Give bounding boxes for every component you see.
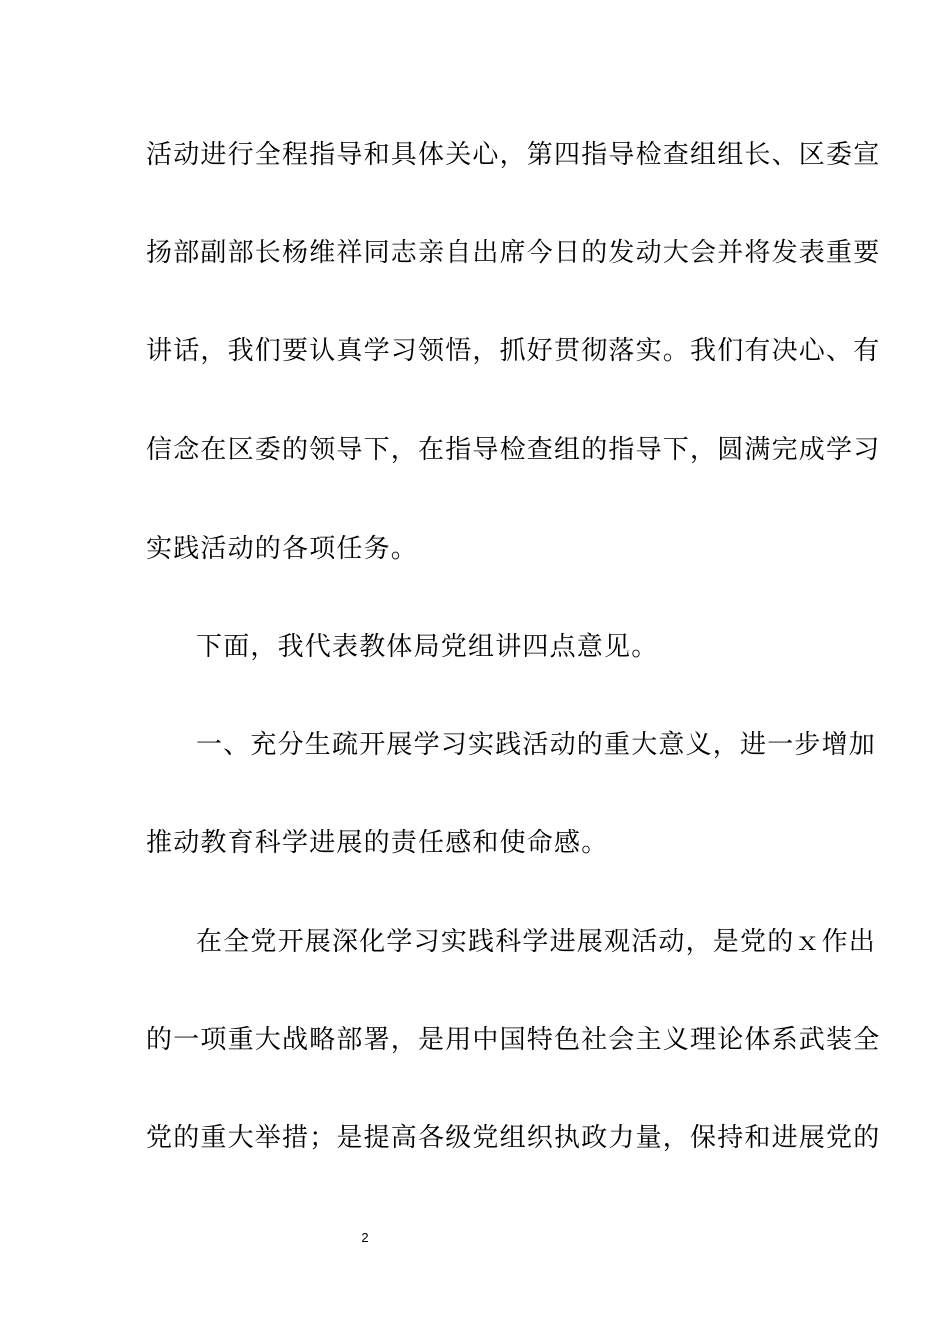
section-heading-line: 推动教育科学进展的责任感和使命感。	[146, 828, 609, 858]
paragraph-line: 在全党开展深化学习实践科学进展观活动，是党的ｘ作出	[196, 927, 877, 957]
paragraph-line: 扬部副部长杨维祥同志亲自出席今日的发动大会并将发表重要	[146, 238, 881, 268]
paragraph-line: 下面，我代表教体局党组讲四点意见。	[196, 632, 659, 662]
section-heading-line: 一、充分生疏开展学习实践活动的重大意义，进一步增加	[196, 730, 877, 760]
paragraph-line: 党的重大举措；是提高各级党组织执政力量，保持和进展党的	[146, 1123, 881, 1153]
paragraph-line: 实践活动的各项任务。	[146, 534, 419, 564]
paragraph-line: 信念在区委的领导下，在指导检查组的指导下，圆满完成学习	[146, 435, 881, 465]
paragraph-line: 活动进行全程指导和具体关心，第四指导检查组组长、区委宣	[146, 140, 881, 170]
paragraph-line: 的一项重大战略部署，是用中国特色社会主义理论体系武装全	[146, 1025, 881, 1055]
paragraph-line: 讲话，我们要认真学习领悟，抓好贯彻落实。我们有决心、有	[146, 336, 881, 366]
page-number: 2	[361, 1230, 369, 1245]
